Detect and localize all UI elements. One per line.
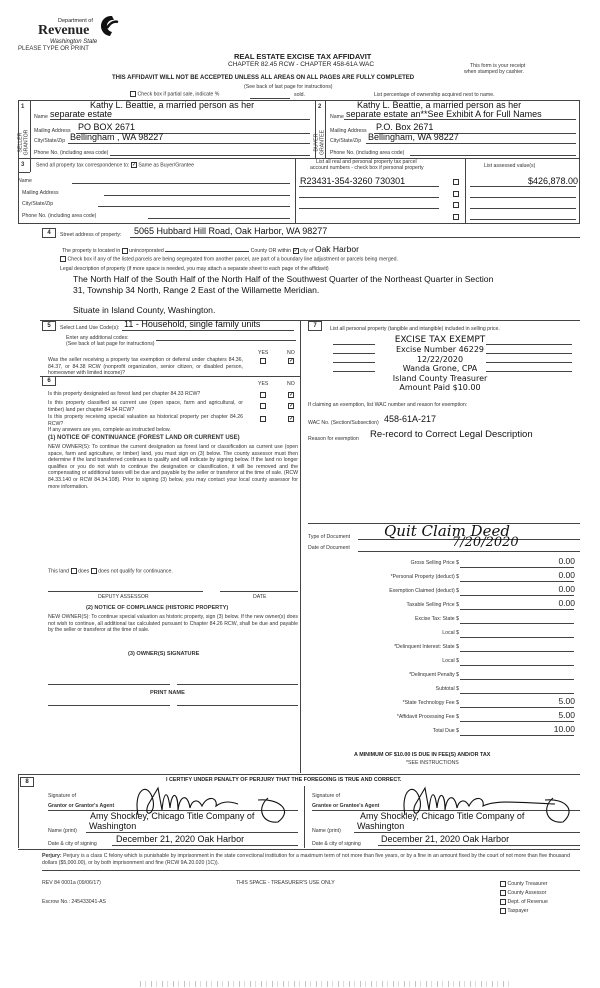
amount-label: Exemption Claimed (deduct) $	[389, 588, 459, 594]
section-4-number: 4	[42, 228, 56, 238]
corr-city-label: City/State/Zip	[22, 201, 54, 207]
notice-continuance-text: NEW OWNER(S): To continue the current designation as forest land or classification as current use (open space, farm and agriculture, or timber) land, you must sign on (3) below. The county assessor must then determine if the land transferred continues to qualify and will indicate by signing below. If the land no longer qualifies or you do not wish to continue the designation or classification, it will be removed and the compensating or additional taxes will be due and payable by the seller or transferor at the time of sale. (RCW 84.33.140 or RCW 84.34.108). Prior to signing (3) below, you may contact your local county assessor for more information.	[48, 444, 298, 490]
unincorporated-label: unincorporated	[129, 248, 164, 254]
section-5-number: 5	[42, 321, 56, 331]
owner-signature-title: (3) OWNER(S) SIGNATURE	[128, 651, 200, 657]
amount-row	[300, 598, 575, 610]
grantor-name-label: Name (print)	[48, 828, 77, 834]
copy-checkbox[interactable]	[500, 898, 548, 907]
stamp-line: Excise Number 46229	[395, 345, 485, 355]
land-use-field[interactable]: 11 - Household, single family units	[124, 319, 261, 329]
legal-desc-line2[interactable]: 31, Township 34 North, Range 2 East of the Willamette Meridian.	[73, 285, 320, 295]
legal-desc-label: Legal description of property (if more space is needed, you may attach a separate sheet to each page of the affidavit)	[60, 266, 329, 272]
parcel-number-field[interactable]: R23431-354-3260 730301	[300, 176, 406, 186]
certify-statement: I CERTIFY UNDER PENALTY OF PERJURY THAT THE FOREGOING IS TRUE AND CORRECT.	[166, 777, 402, 783]
section-3-number: 3	[21, 162, 25, 168]
seller-phone-label: Phone No. (including area code)	[34, 150, 109, 156]
copy-label: County Treasurer	[507, 881, 548, 887]
grantee-signature-label: Signature of	[312, 793, 340, 799]
amount-value[interactable]: 5.00	[558, 710, 575, 720]
amount-label: *Personal Property (deduct) $	[390, 574, 459, 580]
reason-label: Reason for exemption	[308, 436, 359, 442]
additional-codes-note: (See back of last page for instructions)	[66, 341, 155, 347]
amount-row	[300, 682, 575, 694]
section-8-number: 8	[20, 777, 34, 787]
copy-distribution	[500, 880, 548, 916]
amount-row	[300, 668, 575, 680]
amount-label: Local $	[442, 658, 459, 664]
grantor-name-line1[interactable]: Amy Shockley, Chicago Title Company of	[90, 811, 255, 821]
amount-row	[300, 696, 575, 708]
parcel-header-2: account numbers - check box if personal property	[310, 165, 424, 171]
section-7-number: 7	[308, 321, 322, 331]
amount-row	[300, 570, 575, 582]
list-pct-label: List percentage of ownership acquired next to name.	[374, 92, 495, 98]
partial-sale-label: Check box if partial sale, indicate %	[137, 91, 220, 98]
copy-checkbox[interactable]	[500, 880, 548, 889]
q6-1-yes-checkbox[interactable]	[260, 392, 266, 398]
grantor-agent-label: Grantor or Grantor's Agent	[48, 803, 115, 809]
doc-type-field[interactable]: Quit Claim Deed	[384, 522, 510, 540]
current-use-question: Is this property classified as current use (open space, farm and agricultural, or timber) land per chapter 84.34 RCW?	[48, 400, 243, 413]
personal-property-label: List all personal property (tangible and intangible) included in selling price.	[330, 326, 500, 332]
amount-row	[300, 654, 575, 666]
amount-value[interactable]: 0.00	[558, 570, 575, 580]
grantor-date-label: Date & city of signing	[48, 841, 97, 847]
seller-mail-field[interactable]: PO BOX 2671	[78, 122, 136, 132]
amount-value[interactable]: 5.00	[558, 696, 575, 706]
seller-name-line2[interactable]: separate estate	[50, 109, 113, 119]
see-back-text: (See back of last page for instructions)	[244, 84, 333, 90]
logo-dept-text: Department of	[58, 18, 93, 24]
q5-no-checkbox[interactable]: ✓	[289, 358, 295, 364]
amount-value[interactable]: 10.00	[553, 724, 575, 734]
grantee-date-label: Date & city of signing	[312, 841, 361, 847]
amount-row	[300, 584, 575, 596]
wac-label: WAC No. (Section/Subsection)	[308, 420, 379, 426]
copy-checkbox[interactable]	[500, 907, 548, 916]
notice-compliance-title: (2) NOTICE OF COMPLIANCE (HISTORIC PROPERTY)	[86, 605, 229, 611]
perjury-notice	[42, 853, 580, 866]
seller-grantor-label: SELLER GRANTOR	[17, 129, 29, 156]
q6-1-no-checkbox[interactable]: ✓	[289, 392, 295, 398]
treasurer-use-label: THIS SPACE - TREASURER'S USE ONLY	[236, 880, 335, 886]
amount-label: Total Due $	[432, 728, 459, 734]
section-6-number: 6	[42, 376, 56, 386]
historic-question: Is this property receiving special valuation as historical property per chapter 84.26 RCW?	[48, 414, 243, 427]
grantor-signature-label: Signature of	[48, 793, 76, 799]
grantee-name-line1[interactable]: Amy Shockley, Chicago Title Company of	[360, 811, 525, 821]
city-checkbox[interactable]: ✓	[293, 247, 299, 254]
legal-desc-line3[interactable]: Situate in Island County, Washington.	[73, 305, 216, 315]
this-land-label: This land	[48, 568, 70, 575]
buyer-city-label: City/State/Zip	[330, 138, 362, 144]
county-or-label: County OR within	[250, 248, 292, 254]
perjury-text: Perjury is a class C felony which is punishable by imprisonment in the state correctional institution for a maximum term of not more than five years, or by a fine in an amount fixed by the court of not more than five thousand dollars ($5,000.00), or by both imprisonment and fine (RCW 9A.20.020 (1C)).	[42, 853, 570, 866]
seller-city-label: City/State/Zip	[34, 138, 66, 144]
buyer-name-line2[interactable]: separate estate an**See Exhibit A for Full Names	[346, 109, 542, 119]
stamp-line: Island County Treasurer	[392, 373, 488, 383]
deputy-assessor-label: DEPUTY ASSESSOR	[98, 594, 149, 600]
q6-2-yes-checkbox[interactable]	[260, 403, 266, 409]
additional-codes-label: Enter any additional codes:	[66, 335, 129, 341]
corr-mail-label: Mailing Address	[22, 190, 59, 196]
grantee-name-label: Name (print)	[312, 828, 341, 834]
seller-city-field[interactable]: Bellingham , WA 98227	[70, 132, 164, 142]
grantee-name-line2[interactable]: Washington	[357, 821, 405, 831]
copy-label: Dept. of Revenue	[507, 899, 548, 905]
amounts-list	[300, 556, 575, 736]
amount-row	[300, 724, 575, 736]
segregated-label: Check box if any of the listed parcels are being segregated from another parcel, are part of a boundary line adjustment or parcels being merged.	[67, 256, 398, 263]
seller-mail-label: Mailing Address	[34, 128, 71, 134]
forest-land-question: Is this property designated as forest land per chapter 84.33 RCW?	[48, 391, 201, 397]
perjury-label: Perjury:	[42, 853, 62, 859]
wac-field[interactable]: 458-61A-217	[384, 414, 437, 424]
seller-name-line1[interactable]: Kathy L. Beattie, a married person as her	[90, 100, 255, 110]
grantee-date-field[interactable]: December 21, 2020 Oak Harbor	[381, 834, 510, 844]
grantor-date-field[interactable]: December 21, 2020 Oak Harbor	[116, 834, 245, 844]
stamp-line: Amount Paid $10.00	[399, 383, 481, 393]
buyer-city-field[interactable]: Bellingham, WA 98227	[368, 132, 459, 142]
stamp-line: 12/22/2020	[416, 354, 464, 364]
location-row	[62, 244, 359, 254]
reason-field[interactable]: Re-record to Correct Legal Description	[370, 429, 533, 440]
form-chapter: CHAPTER 82.45 RCW - CHAPTER 458-61A WAC	[228, 61, 375, 68]
form-title: REAL ESTATE EXCISE TAX AFFIDAVIT	[234, 52, 372, 61]
amount-label: Local $	[442, 630, 459, 636]
amount-label: *State Technology Fee $	[402, 700, 459, 706]
section-1-number: 1	[21, 104, 25, 110]
sold-label: sold.	[294, 92, 305, 98]
buyer-mail-field[interactable]: P.O. Box 2671	[376, 122, 434, 132]
exemption-question: Was the seller receiving a property tax exemption or deferral under chapters 84.36, 84.37, or 84.38 RCW (nonprofit organization, senior citizen, or disabled person, homeowner with limited income)?	[48, 357, 243, 377]
parcel-header: List all real and personal property tax parcel	[316, 159, 417, 165]
personal-property-checkbox[interactable]	[453, 179, 459, 185]
street-address-field[interactable]: 5065 Hubbard Hill Road, Oak Harbor, WA 98277	[134, 226, 328, 236]
notice-compliance-text: NEW OWNER(S): To continue special valuation as historic property, sign (3) below. If the new owner(s) does not wish to continue, all additional tax calculated pursuant to Chapter 84.26 RCW, shall be due and payable by the seller or transferor at the time of sale.	[48, 614, 298, 634]
copy-label: Taxpayer	[507, 908, 529, 914]
see-instructions-note: *SEE INSTRUCTIONS	[406, 760, 459, 766]
amount-row	[300, 626, 575, 638]
grantor-name-line2[interactable]: Washington	[89, 821, 137, 831]
does-checkbox[interactable]	[71, 568, 77, 574]
amount-row	[300, 640, 575, 652]
excise-tax-exempt-stamp	[380, 336, 500, 392]
no-header: NO	[287, 350, 295, 356]
grantee-agent-label: Grantee or Grantee's Agent	[312, 803, 380, 809]
warning-text: THIS AFFIDAVIT WILL NOT BE ACCEPTED UNLESS ALL AREAS ON ALL PAGES ARE FULLY COMPLETED	[112, 75, 415, 81]
amount-value[interactable]: 0.00	[558, 584, 575, 594]
q6-3-no-checkbox[interactable]: ✓	[289, 416, 295, 422]
q6-3-yes-checkbox[interactable]	[260, 416, 266, 422]
does-not-checkbox[interactable]	[91, 568, 97, 574]
street-label: Street address of property:	[60, 232, 122, 238]
logo-state-text: Washington State	[50, 39, 98, 45]
personal-property-checkbox[interactable]	[453, 191, 459, 197]
doc-date-label: Date of Document	[308, 545, 350, 551]
buyer-mail-label: Mailing Address	[330, 128, 367, 134]
notice-continuance-title: (1) NOTICE OF CONTINUANCE (FOREST LAND OR CURRENT USE)	[48, 435, 240, 441]
corr-phone-label: Phone No. (including area code)	[22, 213, 97, 219]
copy-label: County Assessor	[507, 890, 547, 896]
unincorporated-checkbox[interactable]	[122, 248, 128, 254]
send-correspondence-label: Send all property tax correspondence to:	[36, 162, 130, 169]
amount-label: *Delinquent Penalty $	[409, 672, 459, 678]
claiming-exemption-label: If claiming an exemption, list WAC number and reason for exemption:	[308, 402, 468, 408]
amount-value[interactable]: 0.00	[558, 556, 575, 566]
continuance-row	[48, 568, 173, 574]
yes-header: YES	[258, 350, 269, 356]
buyer-name-label: Name	[330, 114, 344, 120]
if-yes-note: If any answers are yes, complete as instructed below.	[48, 427, 171, 433]
amount-row	[300, 556, 575, 568]
yes-header: YES	[258, 381, 269, 387]
amount-label: Gross Selling Price $	[410, 560, 459, 566]
print-name-label: PRINT NAME	[150, 690, 185, 696]
receipt-note: This form is your receipt	[470, 63, 526, 69]
dor-logo	[38, 14, 118, 48]
personal-property-checkbox[interactable]	[453, 202, 459, 208]
segregated-checkbox[interactable]	[60, 256, 398, 262]
logo-revenue-text: Revenue	[38, 23, 90, 38]
section-2-number: 2	[318, 104, 322, 110]
does-not-label: does not qualify for continuance.	[98, 568, 173, 575]
receipt-note-2: when stamped by cashier.	[464, 69, 524, 75]
buyer-phone-label: Phone No. (including area code)	[330, 150, 405, 156]
same-as-label: Same as Buyer/Grantee	[138, 162, 194, 169]
amount-value[interactable]: 0.00	[558, 598, 575, 608]
legal-desc-line1[interactable]: The North Half of the South Half of the North Half of the Southwest Quarter of the Northeast Quarter in Section	[73, 274, 494, 284]
same-as-buyer-checkbox[interactable]: Send all property tax correspondence to: ✓ Same as Buyer/Grantee	[36, 162, 194, 169]
doc-date-field[interactable]: 7/20/2020	[452, 535, 519, 550]
partial-sale-checkbox[interactable]	[130, 91, 219, 97]
stamp-line: EXCISE TAX EXEMPT	[394, 335, 486, 345]
personal-property-checkbox[interactable]	[453, 214, 459, 220]
assessed-value-field[interactable]: $426,878.00	[527, 176, 578, 186]
amount-row	[300, 612, 575, 624]
copy-checkbox[interactable]	[500, 889, 548, 898]
amount-label: Excise Tax: State $	[414, 616, 459, 622]
city-field[interactable]: Oak Harbor	[314, 244, 359, 254]
minimum-due-note: A MINIMUM OF $10.00 IS DUE IN FEE(S) AND/OR TAX	[354, 752, 491, 758]
corr-name-label: Name	[18, 178, 32, 184]
no-header: NO	[287, 381, 295, 387]
amount-label: Subtotal $	[435, 686, 459, 692]
amount-row	[300, 710, 575, 722]
amount-label: Taxable Selling Price $	[406, 602, 459, 608]
scan-artifact	[140, 981, 510, 987]
escrow-number: Escrow No.: 245433041-AS	[42, 899, 107, 905]
stamp-line: Wanda Grone, CPA	[402, 364, 478, 374]
amount-label: *Affidavit Processing Fee $	[396, 714, 459, 720]
form-revision: REV 84 0001a (09/06/17)	[42, 880, 101, 886]
amount-label: *Delinquent Interest: State $	[394, 644, 459, 650]
assessor-date-label: DATE	[253, 594, 267, 600]
please-type-text: PLEASE TYPE OR PRINT	[18, 46, 89, 52]
does-label: does	[77, 568, 90, 575]
seller-name-label: Name	[34, 114, 48, 120]
logo-mark-icon	[98, 14, 120, 38]
located-in-label: The property is located in	[62, 248, 121, 254]
city-of-label: city of	[299, 248, 314, 254]
assessed-header: List assessed value(s)	[484, 163, 536, 169]
doc-type-label: Type of Document	[308, 534, 351, 540]
buyer-grantee-label: BUYER GRANTEE	[313, 129, 325, 156]
buyer-name-line1[interactable]: Kathy L. Beattie, a married person as her	[357, 100, 522, 110]
land-use-label: Select Land Use Code(s):	[60, 325, 120, 331]
q5-yes-checkbox[interactable]	[260, 358, 266, 364]
q6-2-no-checkbox[interactable]: ✓	[289, 403, 295, 409]
